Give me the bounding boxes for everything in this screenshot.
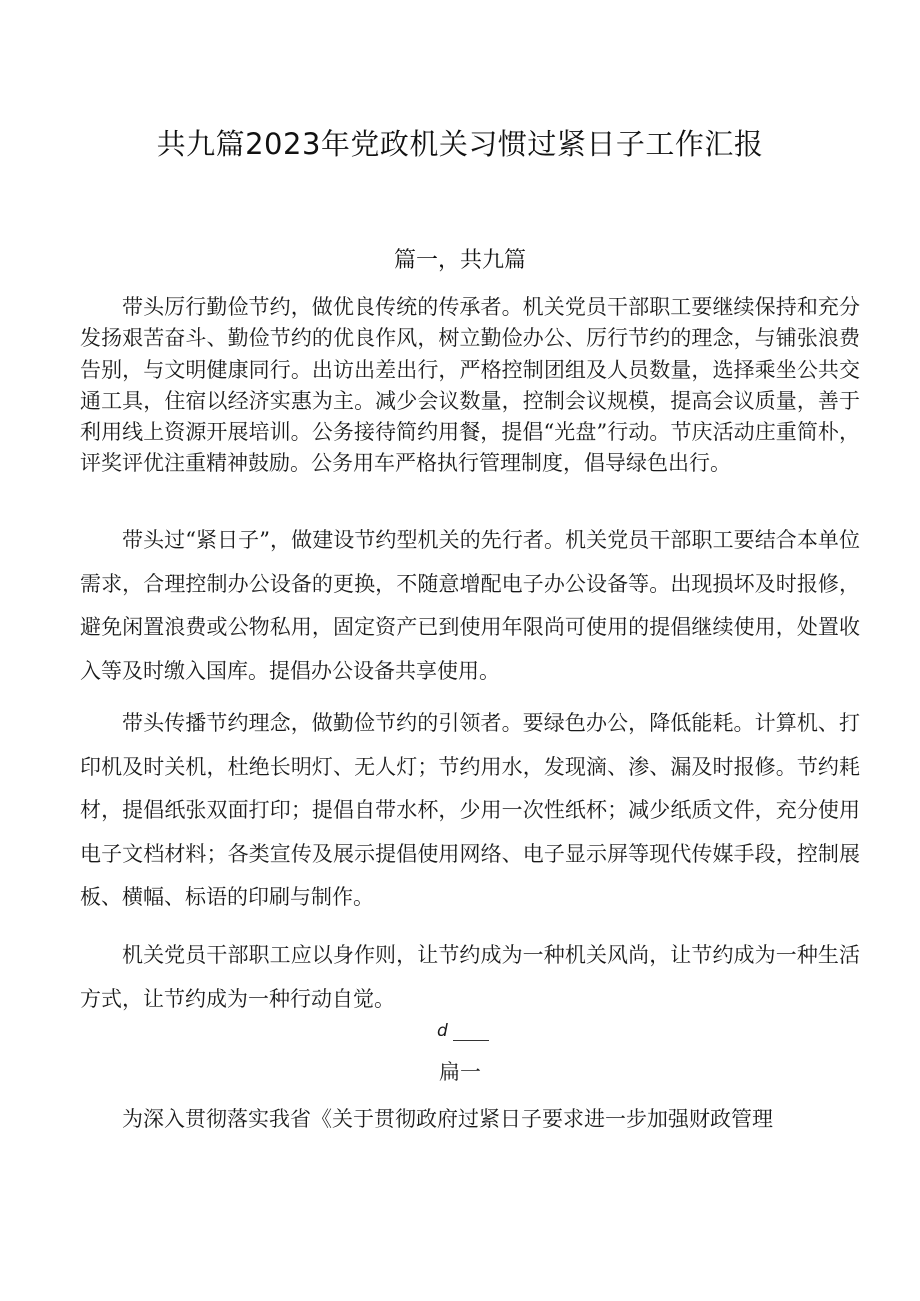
section-heading: 篇一，共九篇 [393, 248, 526, 273]
paragraph-section2: 为深入贯彻落实我省《关于贯彻政府过紧日子要求进一步加强财政管理 [122, 1107, 773, 1131]
paragraph-tight-days: 带头过“紧日子”，做建设节约型机关的先行者。机关党员干部职工要结合本单位需求，合理控制办公设备的更换，不随意增配电子办公设备等。出现损坏及时报修，避免闲置浪费或公物私用，固定资产已到使用年限尚可使用的提倡继续使用，处置收入等及时缴入国库。提倡办公设备共享使用。 [80, 528, 860, 683]
paragraph-saving-ideas: 带头传播节约理念，做勤俭节约的引领者。要绿色办公，降低能耗。计算机、打印机及时关机，杜绝长明灯、无人灯；节约用水，发现滴、渗、漏及时报修。节约耗材，提倡纸张双面打印；提倡自带水杯，少用一次性纸杯；减少纸质文件，充分使用电子文档材料；各类宣传及展示提倡使用网络、电子显示屏等现代传媒手段，控制展板、横幅、标语的印刷与制作。 [80, 711, 860, 909]
separator-mark: d [437, 1021, 448, 1041]
paragraph-conclusion: 机关党员干部职工应以身作则，让节约成为一种机关风尚，让节约成为一种生活方式，让节约成为一种行动自觉。 [80, 943, 860, 1011]
separator-line [453, 1040, 489, 1041]
paragraph-frugality: 带头厉行勤俭节约，做优良传统的传承者。机关党员干部职工要继续保持和充分发扬艰苦奋斗、勤俭节约的优良作风，树立勤俭办公、厉行节约的理念，与铺张浪费告别，与文明健康同行。出访出差出行，严格控制团组及人员数量，选择乘坐公共交通工具，住宿以经济实惠为主。减少会议数量，控制会议规模，提高会议质量，善于利用线上资源开展培训。公务接待简约用餐，提倡“光盘”行动。节庆活动庄重简朴，评奖评优注重精神鼓励。公务用车严格执行管理制度，倡导绿色出行。 [80, 295, 860, 476]
section-heading-2: 扁一 [439, 1060, 481, 1084]
document-title: 共九篇2023年党政机关习惯过紧日子工作汇报 [156, 127, 764, 161]
